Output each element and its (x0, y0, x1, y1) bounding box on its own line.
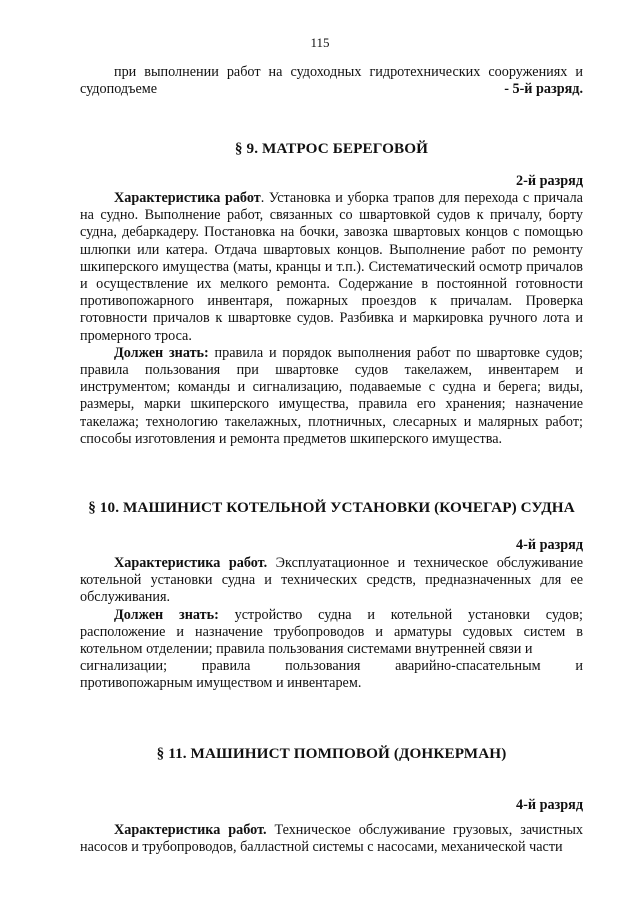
section-11-grade: 4-й разряд (516, 797, 583, 813)
spaced-word: и (575, 658, 583, 675)
section-10-knowledge (80, 607, 583, 659)
section-11-char-label: Характеристика работ. (114, 822, 267, 838)
section-9-heading: § 9. МАТРОС БЕРЕГОВОЙ (234, 140, 429, 157)
section-9-knowledge (80, 345, 583, 448)
section-11-characteristics (80, 822, 583, 856)
spaced-word: сигнализации; (80, 658, 168, 675)
section-10-heading: § 10. МАШИНИСТ КОТЕЛЬНОЙ УСТАНОВКИ (КОЧЕГАР) СУДНА (88, 499, 575, 516)
section-9-char-text: . Установка и уборка трапов для перехода с причала на судно. Выполнение работ, связанных со швартовкой судов к причалу, борту судна, дебаркадеру. Постановка на бочки, завозка швартовых концов с помощью шлюпки или катера. Отдача швартовых концов. Выполнение работ по ремонту шкиперского имущества (маты, кранцы и т.п.). Систематический осмотр причалов и осуществление их мелкого ремонта. Содержание в постоянной готовности противопожарного инвентаря, пожарных проездов к причалам. Проверка готовности причалов к швартовке судов. Разбивка и маркировка ручного лота и промерного троса. (80, 190, 583, 344)
section-10-grade: 4-й разряд (516, 537, 583, 553)
section-9-know-label: Должен знать: (114, 344, 209, 361)
section-9-know-text: правила и порядок выполнения работ по швартовке судов; правила пользования при швартовке судов такелажем, инвентарем и инструментом; команды и сигнализацию, подаваемые с судна и берега; виды, размеры, марки шкиперского имущества, правила его хранения; назначение такелажа; технологию такелажных, плотничных, слесарных и малярных работ; способы изготовления и ремонта предметов шкиперского имущества. (80, 344, 583, 447)
section-10-know-label: Должен знать: (114, 606, 219, 623)
spaced-word: правила (201, 658, 251, 675)
intro-grade: - 5-й разряд. (504, 81, 583, 98)
section-11-char-text: Техническое обслуживание грузовых, зачистных насосов и трубопроводов, балластной системы с насосами, механической части (80, 822, 583, 856)
spaced-word: аварийно-спасательным (395, 658, 541, 675)
section-10-char-label: Характеристика работ. (114, 555, 268, 571)
section-10-char-text: Эксплуатационное и техническое обслуживание котельной установки судна и технических средств, предназначенных для ее обслуживания. (80, 555, 583, 606)
page-number: 115 (310, 35, 330, 50)
section-11-heading: § 11. МАШИНИСТ ПОМПОВОЙ (ДОНКЕРМАН) (156, 745, 507, 762)
section-10-know-text: устройство судна и котельной установки судов; расположение и назначение трубопроводов и арматуры судовых систем в котельном отделении; правила пользования системами внутренней связи и (80, 606, 583, 658)
section-9-body (80, 190, 583, 448)
intro-line-2-text: судоподъеме (80, 81, 158, 98)
section-10-spaced-line (80, 658, 583, 675)
section-9-characteristics (80, 190, 583, 345)
intro-line-1: при выполнении работ на судоходных гидротехнических сооружениях и (114, 64, 583, 80)
section-9-grade: 2-й разряд (516, 173, 583, 189)
section-10-body (80, 555, 583, 693)
spaced-word: пользования (285, 658, 361, 675)
intro-line-2 (80, 81, 583, 98)
section-10-characteristics (80, 555, 583, 607)
intro-paragraph (80, 64, 583, 98)
section-9-char-label: Характеристика работ (114, 190, 261, 206)
section-11-body (80, 822, 583, 856)
section-10-last-line: противопожарным имуществом и инвентарем. (80, 675, 362, 692)
